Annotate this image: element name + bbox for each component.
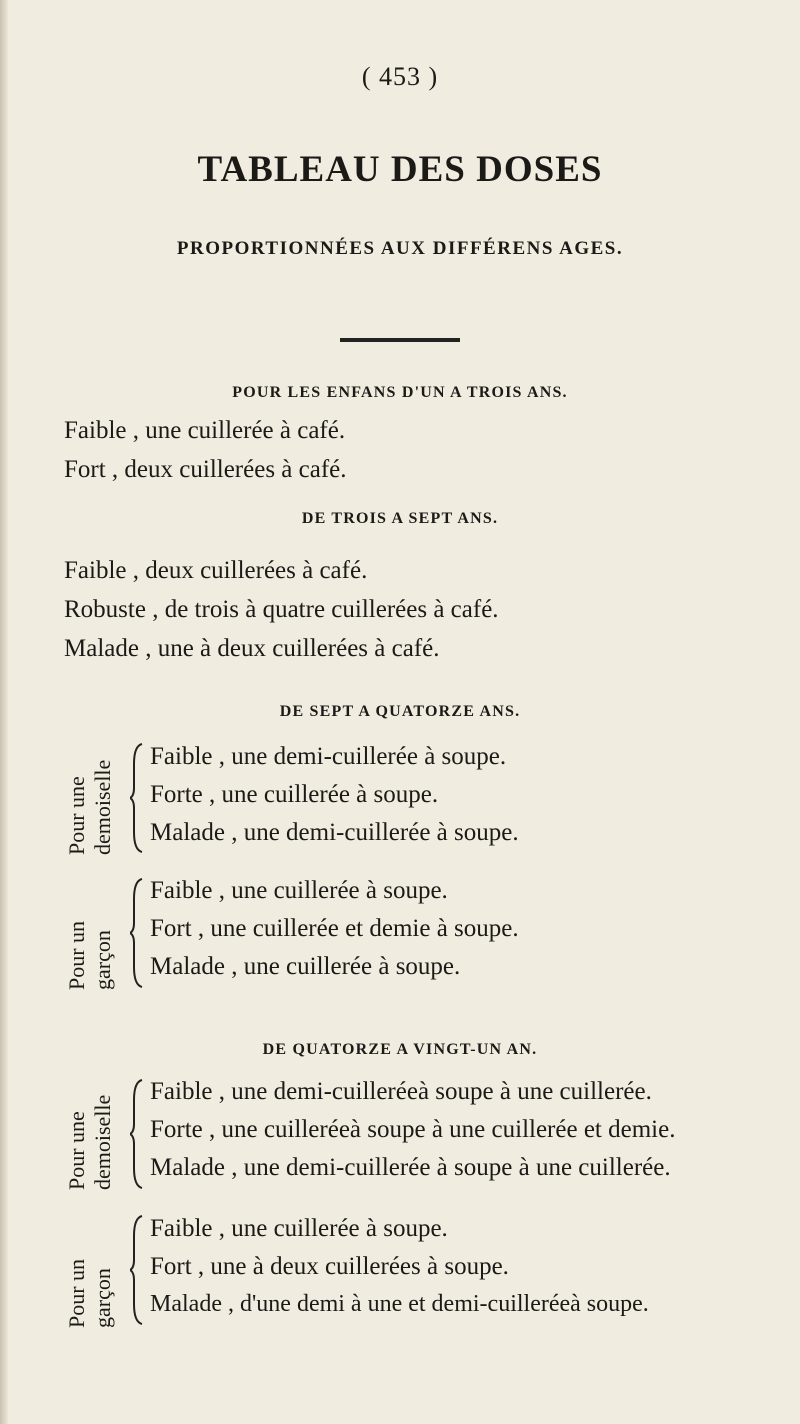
side-label-girl: Pour une demoiselle — [64, 1094, 115, 1190]
dose-line: Malade , une demi-cuillerée à soupe. — [150, 819, 519, 846]
dose-line: Malade , une demi-cuillerée à soupe à une cuillerée. — [150, 1154, 671, 1181]
page-title: TABLEAU DES DOSES — [197, 149, 603, 190]
dose-line: Malade , d'une demi à une et demi-cuilleréeà soupe. — [150, 1291, 649, 1317]
dose-line: Malade , une cuillerée à soupe. — [150, 953, 461, 980]
dose-line: Faible , une cuillerée à soupe. — [150, 1215, 448, 1242]
brace-boy — [130, 1214, 146, 1326]
page-number: ( 453 ) — [361, 62, 439, 91]
dose-line: Fort , deux cuillerées à café. — [64, 456, 347, 483]
dose-line: Faible , une cuillerée à café. — [64, 417, 346, 444]
dose-line: Faible , une cuillerée à soupe. — [150, 877, 448, 904]
section-heading-7-14: DE SEPT A QUATORZE ANS. — [279, 703, 521, 720]
brace-girl — [130, 742, 146, 854]
side-label-boy: Pour un garçon — [64, 1258, 115, 1328]
dose-line: Faible , une demi-cuillerée à soupe. — [150, 743, 507, 770]
title-divider — [340, 338, 460, 342]
section-heading-1-3: POUR LES ENFANS D'UN A TROIS ANS. — [232, 384, 568, 401]
dose-line: Malade , une à deux cuillerées à café. — [64, 635, 440, 662]
page-subtitle: PROPORTIONNÉES AUX DIFFÉRENS AGES. — [176, 238, 624, 259]
brace-boy — [130, 877, 146, 989]
dose-line: Faible , deux cuillerées à café. — [64, 557, 368, 584]
dose-line: Forte , une cuilleréeà soupe à une cuillerée et demie. — [150, 1116, 676, 1143]
brace-girl — [130, 1078, 146, 1190]
side-label-girl: Pour une demoiselle — [64, 759, 115, 855]
dose-line: Fort , une cuillerée et demie à soupe. — [150, 915, 519, 942]
dose-line: Faible , une demi-cuilleréeà soupe à une cuillerée. — [150, 1078, 652, 1105]
dose-line: Robuste , de trois à quatre cuillerées à café. — [64, 596, 499, 623]
side-label-boy: Pour un garçon — [64, 920, 115, 990]
section-heading-14-21: DE QUATORZE A VINGT-UN AN. — [262, 1041, 538, 1058]
section-heading-3-7: DE TROIS A SEPT ANS. — [301, 510, 499, 527]
dose-line: Forte , une cuillerée à soupe. — [150, 781, 439, 808]
dose-line: Fort , une à deux cuillerées à soupe. — [150, 1253, 509, 1280]
